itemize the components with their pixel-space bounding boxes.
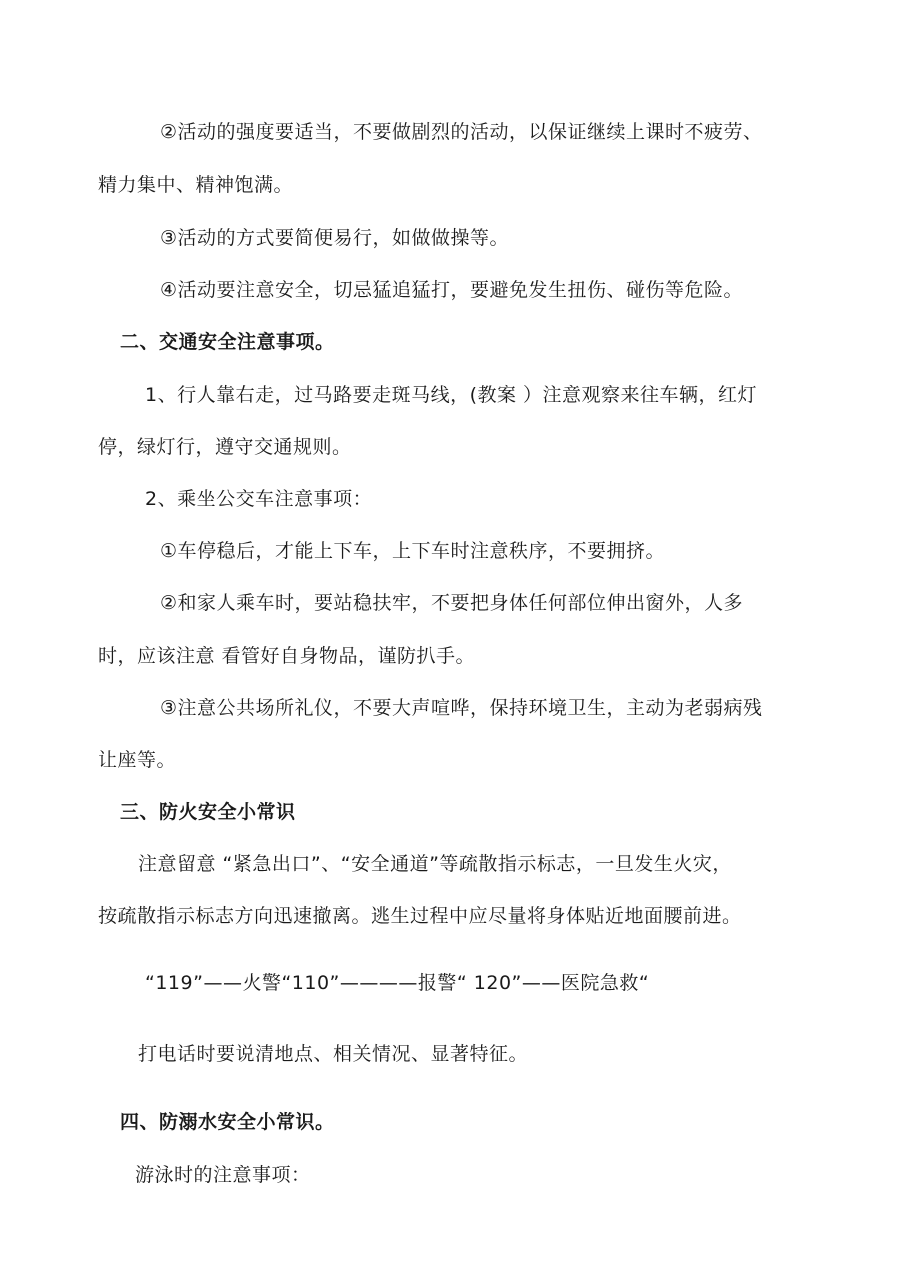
paragraph-emergency-numbers: “119”——火警“110”————报警“ 120”——医院急救“ — [145, 972, 650, 994]
paragraph-phone-call: 打电话时要说清地点、相关情况、显著特征。 — [138, 1043, 529, 1065]
paragraph-bus-etiquette-cont: 让座等。 — [98, 749, 177, 771]
paragraph-bus-riding-cont: 时，应该注意 看管好自身物品，谨防扒手。 — [98, 645, 476, 667]
paragraph-bus-riding: ②和家人乘车时，要站稳扶牢，不要把身体任何部位伸出窗外，人多 — [160, 592, 744, 614]
paragraph-pedestrian-cont: 停，绿灯行，遵守交通规则。 — [98, 436, 352, 458]
paragraph-activity-safety: ④活动要注意安全，切忌猛追猛打，要避免发生扭伤、碰伤等危险。 — [160, 279, 744, 301]
paragraph-exit-signs: 注意留意 “紧急出口”、“安全通道”等疏散指示标志，一旦发生火灾， — [138, 853, 732, 875]
paragraph-bus-boarding: ①车停稳后，才能上下车，上下车时注意秩序，不要拥挤。 — [160, 540, 666, 562]
paragraph-exit-signs-cont: 按疏散指示标志方向迅速撤离。逃生过程中应尽量将身体贴近地面腰前进。 — [98, 905, 742, 927]
heading-drowning-safety: 四、防溺水安全小常识。 — [120, 1111, 335, 1133]
paragraph-activity-intensity: ②活动的强度要适当，不要做剧烈的活动，以保证继续上课时不疲劳、 — [160, 121, 763, 143]
heading-traffic-safety: 二、交通安全注意事项。 — [120, 331, 335, 353]
paragraph-bus-etiquette: ③注意公共场所礼仪，不要大声喧哗，保持环境卫生，主动为老弱病残 — [160, 697, 763, 719]
paragraph-activity-intensity-cont: 精力集中、精神饱满。 — [98, 174, 294, 196]
paragraph-swimming-title: 游泳时的注意事项： — [135, 1164, 311, 1186]
paragraph-activity-method: ③活动的方式要简便易行，如做做操等。 — [160, 227, 510, 249]
heading-fire-safety: 三、防火安全小常识 — [120, 801, 296, 823]
paragraph-pedestrian: 1、行人靠右走，过马路要走斑马线，(教案 ）注意观察来往车辆，红灯 — [145, 384, 758, 406]
paragraph-bus-title: 2、乘坐公交车注意事项： — [145, 488, 373, 510]
